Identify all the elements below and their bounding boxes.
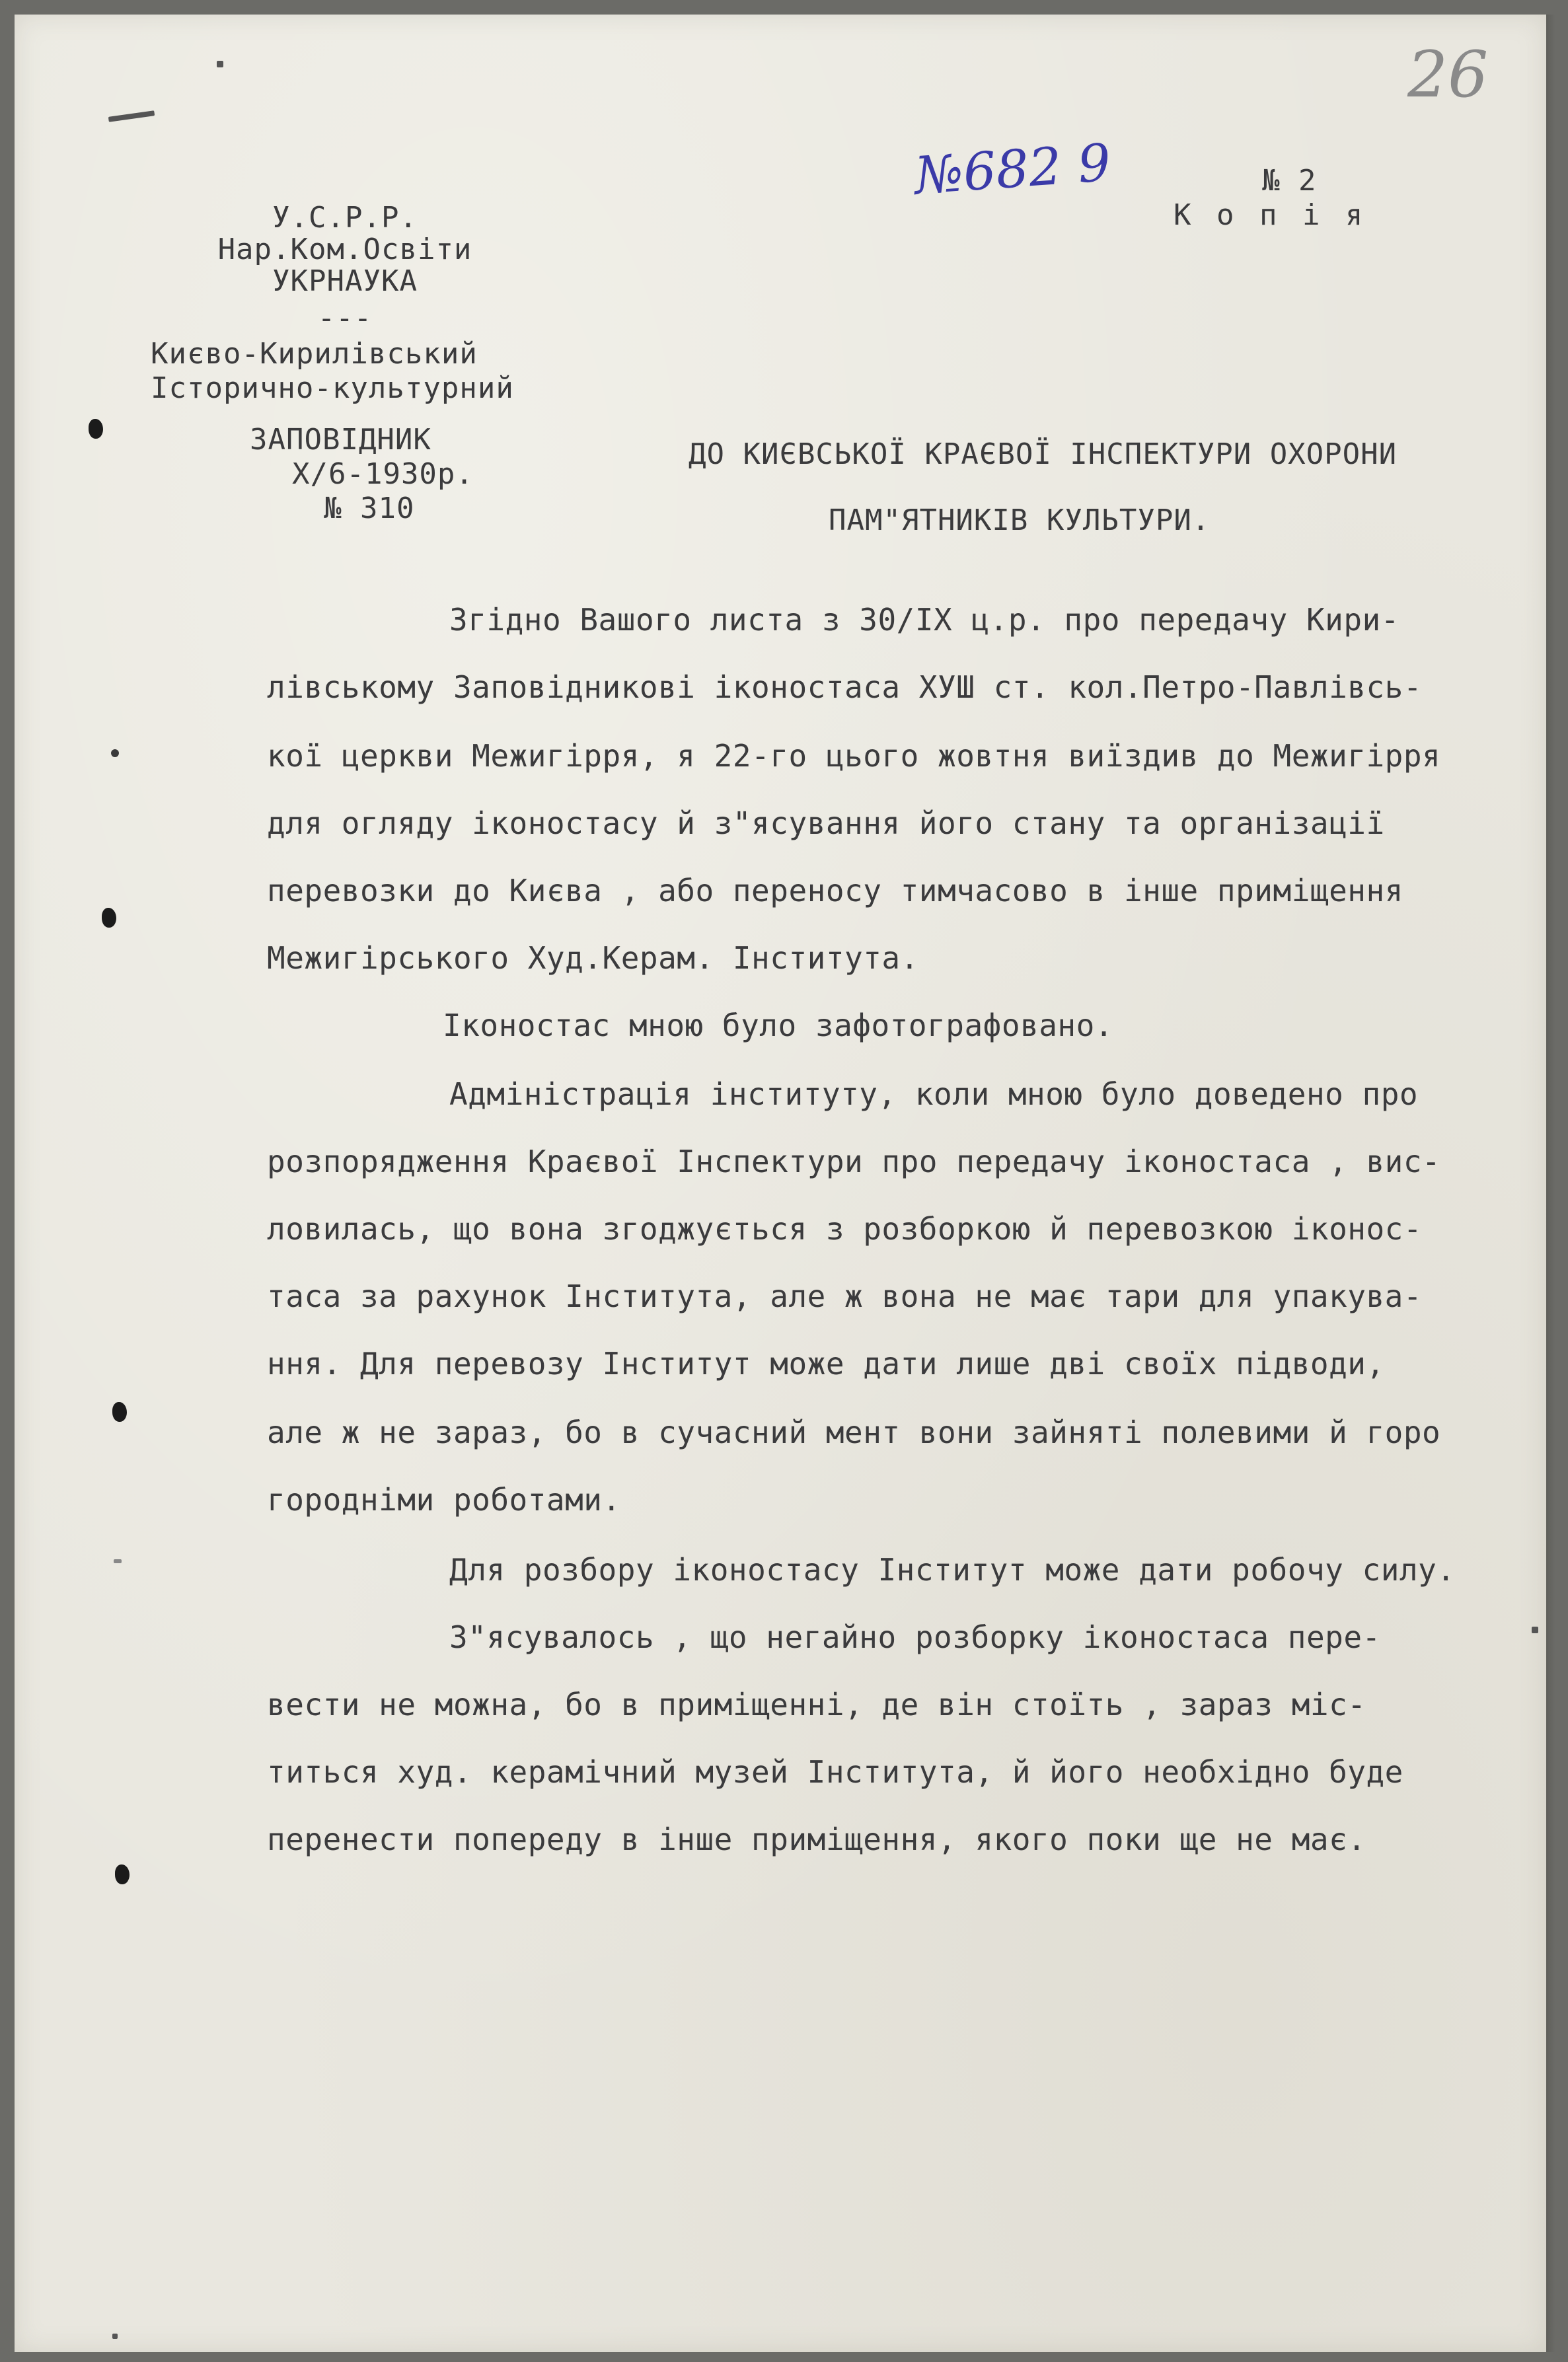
body-line: кої церкви Межигірря, я 22-го цього жовтня виїздив до Межигірря [267, 738, 1441, 774]
ink-speck [1532, 1627, 1538, 1633]
copy-label: К о п і я [1174, 198, 1367, 232]
copy-number: № 2 [1262, 164, 1317, 198]
body-line: лівському Заповідникові іконостаса ХУШ ст. кол.Петро-Павлівсь- [267, 669, 1423, 705]
ink-speck [217, 61, 223, 67]
body-line: але ж не зараз, бо в сучасний мент вони зайняті полевими й горо [267, 1415, 1441, 1450]
recipient-line: ДО КИЄВСЬКОЇ КРАЄВОЇ ІНСПЕКТУРИ ОХОРОНИ [689, 437, 1398, 471]
recipient-line: ПАМ"ЯТНИКІВ КУЛЬТУРИ. [829, 503, 1211, 537]
letter-number: № 310 [324, 492, 415, 525]
body-line: Межигірського Худ.Керам. Інститута. [267, 940, 919, 976]
binding-hole [112, 1402, 127, 1422]
sender-line: Києво-Кирилівський [151, 337, 478, 371]
body-line: вести не можна, бо в приміщенні, де він стоїть , зараз міс- [267, 1687, 1366, 1722]
letter-date: Х/6-1930р. [292, 457, 474, 491]
ink-speck [114, 1559, 122, 1563]
ink-speck [112, 2334, 118, 2339]
body-line: З"ясувалось , що негайно розборку іконостаса пере- [449, 1619, 1381, 1655]
binding-hole [89, 419, 103, 439]
body-line: Згідно Вашого листа з 30/ІХ ц.р. про передачу Кири- [449, 602, 1400, 638]
document-page [15, 15, 1546, 2352]
registration-number-annotation: №682 9 [913, 133, 1113, 207]
sender-line: ЗАПОВІДНИК [250, 423, 431, 457]
body-line: ння. Для перевозу Інститут може дати лише дві своїх підводи, [267, 1346, 1385, 1382]
page-number-annotation: 26 [1407, 38, 1489, 112]
binding-hole [102, 908, 116, 928]
sender-separator: --- [317, 301, 373, 335]
binding-hole [111, 749, 119, 757]
ink-speck [108, 110, 155, 122]
body-line: Адміністрація інституту, коли мною було доведено про [449, 1076, 1419, 1112]
body-line: Іконостас мною було зафотографовано. [443, 1008, 1113, 1043]
sender-line: Нар.Ком.Освіти [217, 233, 472, 266]
binding-hole [115, 1864, 130, 1884]
body-line: для огляду іконостасу й з"ясування його стану та організації [267, 805, 1385, 841]
body-line: таса за рахунок Інститута, але ж вона не має тари для упакува- [267, 1278, 1423, 1314]
body-line: городніми роботами. [267, 1482, 621, 1518]
body-line: розпорядження Краєвої Інспектури про передачу іконостаса , вис- [267, 1144, 1441, 1179]
sender-line: Історично-культурний [151, 371, 514, 405]
body-line: Для розбору іконостасу Інститут може дати робочу силу. [449, 1552, 1456, 1588]
sender-line: У.С.Р.Р. [272, 201, 418, 235]
sender-line: УКРНАУКА [272, 264, 418, 298]
body-line: перенести попереду в інше приміщення, якого поки ще не має. [267, 1822, 1366, 1857]
page-edge-shadow [1546, 15, 1555, 2352]
body-line: ловилась, що вона згоджується з розборкою й перевозкою іконос- [267, 1211, 1423, 1247]
body-line: перевозки до Києва , або переносу тимчасово в інше приміщення [267, 873, 1403, 908]
body-line: титься худ. керамічний музей Інститута, й його необхідно буде [267, 1754, 1403, 1790]
